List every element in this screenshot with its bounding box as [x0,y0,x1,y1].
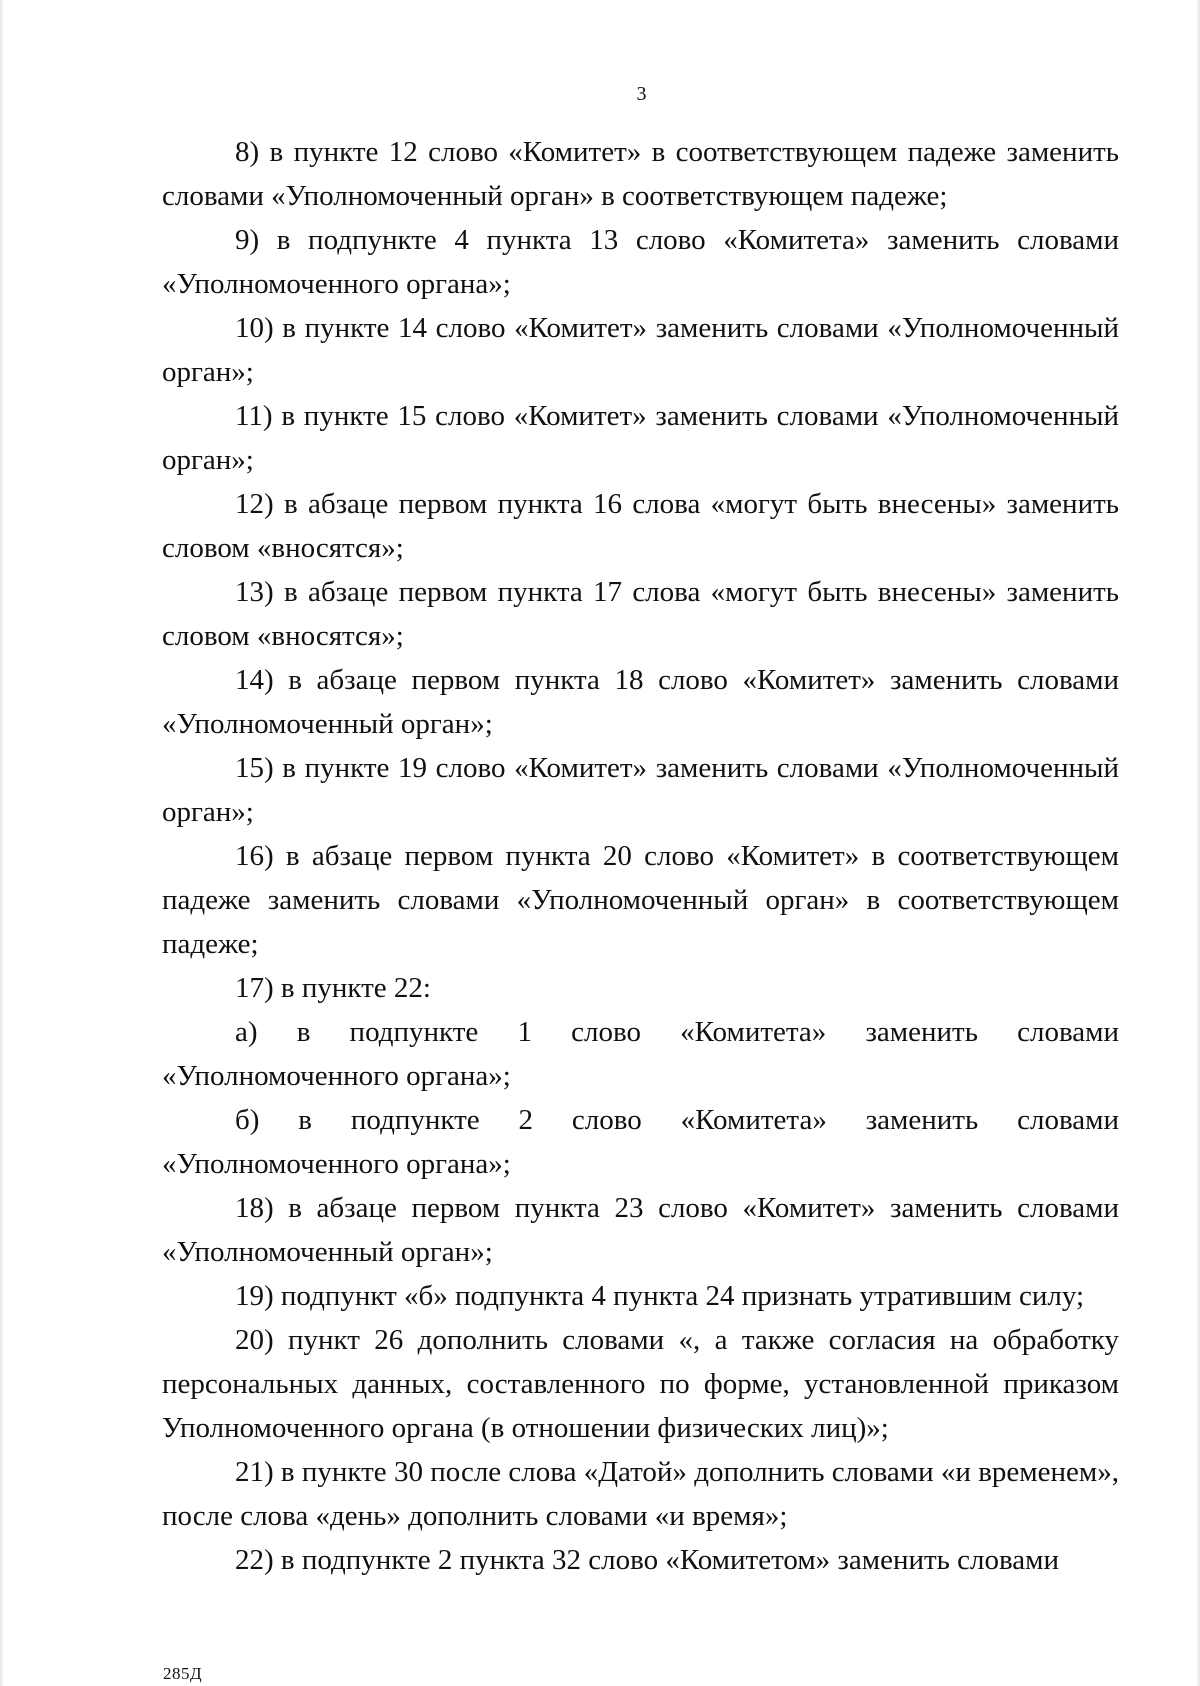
paragraph-18: 18) в абзаце первом пункта 23 слово «Комитет» заменить словами «Уполномоченный орган»; [162,1192,1119,1268]
paragraph-17b: б) в подпункте 2 слово «Комитета» заменить словами «Уполномоченного органа»; [162,1104,1119,1180]
document-code: 285Д [163,1664,203,1683]
paragraph-11: 11) в пункте 15 слово «Комитет» заменить словами «Уполномоченный орган»; [162,400,1119,476]
paragraph-15: 15) в пункте 19 слово «Комитет» заменить словами «Уполномоченный орган»; [162,752,1119,828]
paragraph-16: 16) в абзаце первом пункта 20 слово «Комитет» в соответствующем падеже заменить словами «Уполномоченный орган» в соответствующем падеже; [162,840,1119,960]
page-edge-left [0,0,4,1686]
paragraph-21: 21) в пункте 30 после слова «Датой» дополнить словами «и временем», после слова «день» дополнить словами «и время»; [162,1456,1119,1532]
paragraph-13: 13) в абзаце первом пункта 17 слова «могут быть внесены» заменить словом «вносятся»; [162,576,1119,652]
paragraph-17: 17) в пункте 22: [235,972,431,1004]
paragraph-8: 8) в пункте 12 слово «Комитет» в соответствующем падеже заменить словами «Уполномоченный орган» в соответствующем падеже; [162,136,1119,212]
page-edge-right [1196,0,1200,1686]
paragraph-12: 12) в абзаце первом пункта 16 слова «могут быть внесены» заменить словом «вносятся»; [162,488,1119,564]
document-body [162,130,1119,1582]
paragraph-9: 9) в подпункте 4 пункта 13 слово «Комитета» заменить словами «Уполномоченного органа»; [162,224,1119,300]
paragraph-17a: а) в подпункте 1 слово «Комитета» заменить словами «Уполномоченного органа»; [162,1016,1119,1092]
paragraph-14: 14) в абзаце первом пункта 18 слово «Комитет» заменить словами «Уполномоченный орган»; [162,664,1119,740]
paragraph-20: 20) пункт 26 дополнить словами «, а также согласия на обработку персональных данных, составленного по форме, установленной приказом Уполномоченного органа (в отношении физических лиц)»; [162,1324,1119,1444]
paragraph-19: 19) подпункт «б» подпункта 4 пункта 24 признать утратившим силу; [235,1280,1085,1312]
paragraph-22: 22) в подпункте 2 пункта 32 слово «Комитетом» заменить словами [235,1544,1060,1576]
page-number: 3 [636,83,647,105]
paragraph-10: 10) в пункте 14 слово «Комитет» заменить словами «Уполномоченный орган»; [162,312,1119,388]
